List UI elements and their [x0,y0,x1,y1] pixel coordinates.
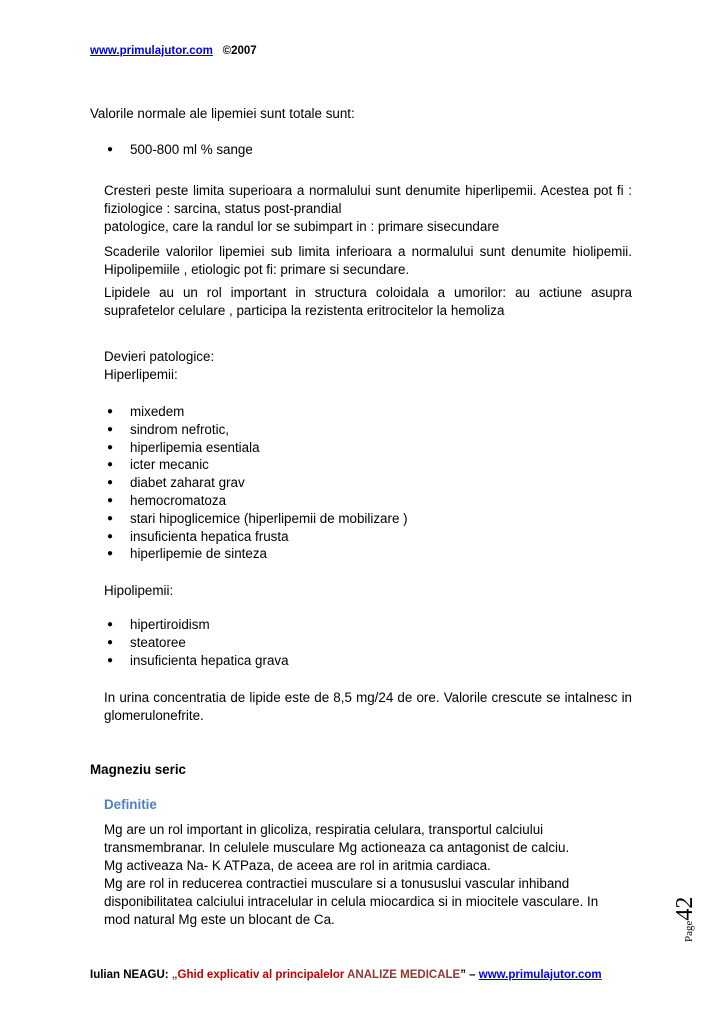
bullet-icon: ● [107,494,114,506]
magnesium-line: Mg are un rol important in glicoliza, respiratia celulara, transportul calciului [104,822,544,837]
normal-values-list [104,141,253,159]
bullet-icon: ● [107,654,114,666]
bullet-icon: ● [107,636,114,648]
bullet-icon: ● [107,548,114,560]
list-item-text: sindrom nefrotic, [130,421,229,437]
list-item [104,474,408,492]
intro-text: Valorile normale ale lipemiei sunt totale sunt: [90,106,355,121]
hyperlipemia-heading: Hiperlipemii: [104,367,178,382]
list-item [104,141,253,159]
footer-link[interactable]: www.primulajutor.com [478,969,602,981]
bullet-icon: ● [107,406,114,417]
list-item-text: steatoree [130,634,186,650]
bullet-icon: ● [107,423,114,435]
bullet-icon: ● [107,459,114,471]
footer-guide-title: Ghid explicativ al principalelor [177,969,348,981]
list-item-text: hipertiroidism [130,617,210,632]
hypolipemia-heading: Hipolipemii: [104,583,174,598]
hypolipemia-list [104,616,289,669]
list-item-text: mixedem [130,404,185,419]
list-item-text: hiperlipemie de sinteza [130,546,267,562]
footer-analyses: ANALIZE MEDICALE [347,969,461,981]
list-item-text: stari hipoglicemice (hiperlipemii de mobilizare ) [130,510,408,526]
bullet-icon: ● [107,530,114,542]
footer-close: ” – [460,969,479,981]
list-item-text: icter mecanic [130,457,209,473]
paragraph-line: Cresteri peste limita superioara a normalului sunt denumite hiperlipemii. Acestea pot fi : [104,183,632,198]
page-number: 42 [672,896,698,921]
bullet-icon: ● [107,512,114,524]
magnesium-line: disponibilitatea calciului intracelular in celula miocardica si in miocitele vasculare. In [104,894,599,909]
list-item [104,421,408,439]
section-title-magnesium: Magneziu seric [90,762,186,777]
header-site-link[interactable]: www.primulajutor.com [90,45,213,57]
list-item [104,616,289,634]
header-copyright: ©2007 [222,45,257,57]
magnesium-line: Mg are rol in reducerea contractiei musculare si a tonususlui vascular inhiband [104,876,570,891]
footer-author: Iulian NEAGU: [90,969,169,981]
list-item [104,652,289,670]
list-item-text: hiperlipemia esentiala [130,439,260,455]
list-item [104,545,408,563]
bullet-icon: ● [107,441,114,453]
paragraph-line: Lipidele au un rol important in structura coloidala a umorilor: au actiune asupra [104,285,632,300]
page-number-marker [672,897,699,942]
definition-label: Definitie [104,797,157,812]
list-item [104,492,408,510]
deviations-heading: Devieri patologice: [104,349,215,364]
paragraph-line: Hipolipemiile , etiologic pot fi: primare si secundare. [104,262,410,277]
hyperlipemia-list [104,403,408,563]
list-item-text: insuficienta hepatica frusta [130,528,289,544]
bullet-icon: ● [107,477,114,489]
paragraph-line: Scaderile valorilor lipemiei sub limita inferioara a normalului sunt denumite hiolipemii. [104,244,632,259]
list-item [104,510,408,528]
list-item-text: diabet zaharat grav [130,475,245,491]
page-footer [90,969,602,981]
magnesium-line: mod natural Mg este un blocant de Ca. [104,912,335,927]
bullet-icon: ● [107,144,114,155]
magnesium-line: Mg activeaza Na- K ATPaza, de aceea are rol in aritmia cardiaca. [104,858,491,873]
footer-open-quote: „ [171,969,178,981]
list-item [104,528,408,546]
list-item [104,634,289,652]
paragraph-line: patologice, care la randul lor se subimpart in : primare sisecundare [104,219,500,234]
list-item [104,439,408,457]
bullet-icon: ● [107,619,114,630]
magnesium-line: transmembranar. In celulele musculare Mg actioneaza ca antagonist de calciu. [104,840,570,855]
list-item [104,456,408,474]
page-word: Page [683,920,695,942]
paragraph-line: fiziologice : sarcina, status post-prandial [104,201,342,216]
page-header [90,42,257,57]
list-item-text: insuficienta hepatica grava [130,652,289,668]
urine-line: glomerulonefrite. [104,708,204,723]
list-item [104,403,408,421]
list-item-text: 500-800 ml % sange [130,142,253,157]
paragraph-line: suprafetelor celulare , participa la rezistenta eritrocitelor la hemoliza [104,303,505,318]
list-item-text: hemocromatoza [130,492,227,508]
urine-line: In urina concentratia de lipide este de 8,5 mg/24 de ore. Valorile crescute se intalnesc in [104,690,632,705]
